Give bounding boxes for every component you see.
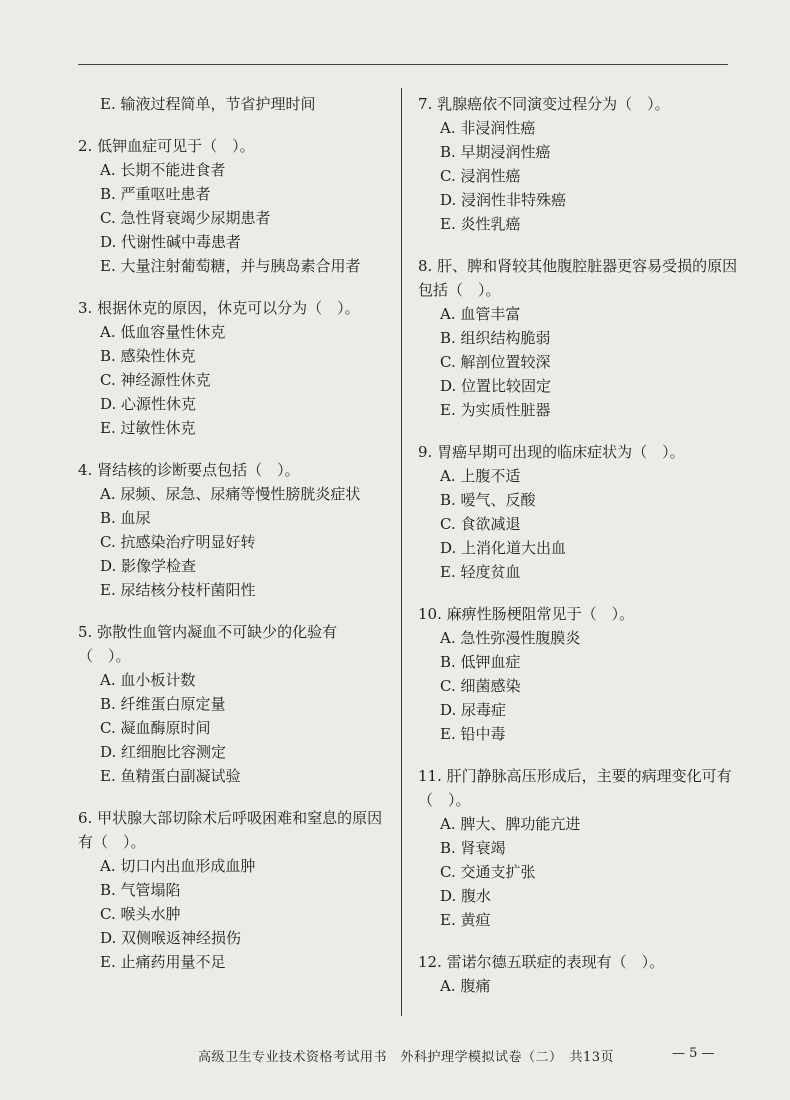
- answer-option: B. 嗳气、反酸: [440, 491, 536, 509]
- answer-option: C. 抗感染治疗明显好转: [100, 533, 256, 551]
- answer-option: D. 红细胞比容测定: [100, 743, 227, 761]
- question-stem: 11. 肝门静脉高压形成后，主要的病理变化可有（ ）。: [418, 767, 732, 809]
- question-stem: 4. 肾结核的诊断要点包括（ ）。: [78, 461, 300, 479]
- question-stem: 5. 弥散性血管内凝血不可缺少的化验有（ ）。: [78, 623, 338, 665]
- question-stem: 8. 肝、脾和肾较其他腹腔脏器更容易受损的原因包括（ ）。: [418, 257, 738, 299]
- question-block: [78, 458, 388, 602]
- answer-option: D. 双侧喉返神经损伤: [100, 929, 242, 947]
- answer-option: E. 为实质性脏器: [440, 401, 551, 419]
- question-stem: 9. 胃癌早期可出现的临床症状为（ ）。: [418, 443, 685, 461]
- question-stem: 12. 雷诺尔德五联症的表现有（ ）。: [418, 953, 665, 971]
- question-stem: 3. 根据休克的原因，休克可以分为（ ）。: [78, 299, 360, 317]
- question-block: [418, 950, 738, 998]
- answer-option: E. 轻度贫血: [440, 563, 521, 581]
- question-block: [78, 296, 388, 440]
- right-column: [418, 92, 738, 1016]
- answer-option: B. 严重呕吐患者: [100, 185, 211, 203]
- answer-option: E. 鱼精蛋白副凝试验: [100, 767, 241, 785]
- answer-option: A. 上腹不适: [440, 467, 521, 485]
- answer-option: E. 黄疸: [440, 911, 491, 929]
- continued-option: E. 输液过程简单，节省护理时间: [100, 95, 316, 113]
- question-stem: 10. 麻痹性肠梗阻常见于（ ）。: [418, 605, 635, 623]
- header-rule: [78, 64, 728, 65]
- answer-option: D. 上消化道大出血: [440, 539, 567, 557]
- answer-option: B. 气管塌陷: [100, 881, 181, 899]
- answer-option: E. 大量注射葡萄糖，并与胰岛素合用者: [100, 257, 361, 275]
- answer-option: A. 尿频、尿急、尿痛等慢性膀胱炎症状: [100, 485, 361, 503]
- answer-option: B. 早期浸润性癌: [440, 143, 551, 161]
- answer-option: A. 长期不能进食者: [100, 161, 226, 179]
- answer-option: B. 感染性休克: [100, 347, 196, 365]
- answer-option: C. 交通支扩张: [440, 863, 536, 881]
- answer-option: E. 铅中毒: [440, 725, 506, 743]
- page-number: — 5 —: [672, 1046, 715, 1061]
- question-block: [418, 254, 738, 422]
- question-block: [78, 134, 388, 278]
- question-stem: 7. 乳腺癌依不同演变过程分为（ ）。: [418, 95, 670, 113]
- question-stem: 2. 低钾血症可见于（ ）。: [78, 137, 255, 155]
- question-block: [418, 602, 738, 746]
- answer-option: A. 切口内出血形成血肿: [100, 857, 256, 875]
- answer-option: B. 低钾血症: [440, 653, 521, 671]
- answer-option: D. 代谢性碱中毒患者: [100, 233, 242, 251]
- answer-option: E. 炎性乳癌: [440, 215, 521, 233]
- answer-option: C. 喉头水肿: [100, 905, 181, 923]
- answer-option: D. 尿毒症: [440, 701, 507, 719]
- answer-option: C. 急性肾衰竭少尿期患者: [100, 209, 271, 227]
- answer-option: E. 止痛药用量不足: [100, 953, 226, 971]
- answer-option: B. 纤维蛋白原定量: [100, 695, 226, 713]
- answer-option: A. 血管丰富: [440, 305, 521, 323]
- answer-option: B. 组织结构脆弱: [440, 329, 551, 347]
- answer-option: A. 脾大、脾功能亢进: [440, 815, 581, 833]
- answer-option: C. 食欲减退: [440, 515, 521, 533]
- answer-option: C. 细菌感染: [440, 677, 521, 695]
- right-question-list: [418, 92, 738, 998]
- answer-option: D. 影像学检查: [100, 557, 197, 575]
- question-block: [78, 620, 388, 788]
- answer-option: E. 过敏性休克: [100, 419, 196, 437]
- answer-option: E. 尿结核分枝杆菌阳性: [100, 581, 256, 599]
- answer-option: B. 肾衰竭: [440, 839, 506, 857]
- answer-option: D. 心源性休克: [100, 395, 197, 413]
- answer-option: C. 凝血酶原时间: [100, 719, 211, 737]
- answer-option: C. 解剖位置较深: [440, 353, 551, 371]
- answer-option: D. 位置比较固定: [440, 377, 552, 395]
- answer-option: C. 神经源性休克: [100, 371, 211, 389]
- answer-option: A. 急性弥漫性腹膜炎: [440, 629, 581, 647]
- question-stem: 6. 甲状腺大部切除术后呼吸困难和窒息的原因有（ ）。: [78, 809, 383, 851]
- question-block: [418, 764, 738, 932]
- question-block: [418, 440, 738, 584]
- answer-option: D. 浸润性非特殊癌: [440, 191, 567, 209]
- answer-option: A. 血小板计数: [100, 671, 196, 689]
- question-block: [78, 806, 388, 974]
- answer-option: A. 腹痛: [440, 977, 491, 995]
- question-block: [418, 92, 738, 236]
- left-question-list: [78, 134, 388, 974]
- answer-option: D. 腹水: [440, 887, 492, 905]
- answer-option: A. 非浸润性癌: [440, 119, 536, 137]
- left-column: [78, 92, 388, 992]
- answer-option: C. 浸润性癌: [440, 167, 521, 185]
- answer-option: B. 血尿: [100, 509, 151, 527]
- answer-option: A. 低血容量性休克: [100, 323, 226, 341]
- footer-title: 高级卫生专业技术资格考试用书 外科护理学模拟试卷（二） 共13页: [198, 1050, 615, 1065]
- column-divider: [401, 88, 402, 1016]
